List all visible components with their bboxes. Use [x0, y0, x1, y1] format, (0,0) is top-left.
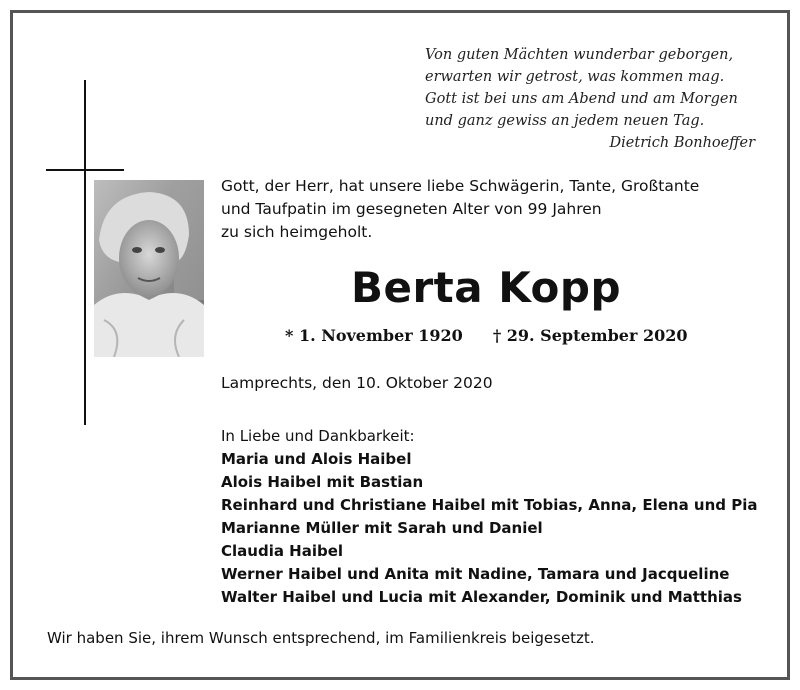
mourner-entry: Claudia Haibel: [221, 542, 344, 560]
mourner-entry: Walter Haibel und Lucia mit Alexander, Dominik und Matthias: [221, 588, 742, 606]
deceased-name: Berta Kopp: [350, 263, 622, 312]
announcement-line: und Taufpatin im gesegneten Alter von 99 Jahren: [221, 200, 602, 218]
mourner-entry: Werner Haibel und Anita mit Nadine, Tamara und Jacqueline: [221, 565, 730, 583]
quote-author: Dietrich Bonhoeffer: [609, 135, 755, 151]
quote-line: erwarten wir getrost, was kommen mag.: [425, 69, 725, 85]
birth-date: * 1. November 1920: [285, 326, 463, 345]
mourner-entry: Marianne Müller mit Sarah und Daniel: [221, 519, 543, 537]
cross-vertical-bar: [84, 80, 86, 425]
announcement-line: zu sich heimgeholt.: [221, 223, 373, 241]
quote-line: Von guten Mächten wunderbar geborgen,: [425, 47, 734, 63]
mourner-entry: Reinhard und Christiane Haibel mit Tobias, Anna, Elena und Pia: [221, 496, 758, 514]
burial-note: Wir haben Sie, ihrem Wunsch entsprechend, im Familienkreis beigesetzt.: [47, 629, 595, 647]
life-dates: [285, 324, 687, 348]
mourners-list: [221, 425, 758, 609]
mourner-entry: Alois Haibel mit Bastian: [221, 473, 424, 491]
portrait-photo: [94, 180, 204, 357]
announcement-text: [221, 175, 781, 244]
announcement-line: Gott, der Herr, hat unsere liebe Schwägerin, Tante, Großtante: [221, 177, 700, 195]
quote-line: Gott ist bei uns am Abend und am Morgen: [425, 91, 738, 107]
quote-line: und ganz gewiss an jedem neuen Tag.: [425, 113, 705, 129]
place-and-date: Lamprechts, den 10. Oktober 2020: [221, 374, 493, 392]
portrait-image: [94, 180, 204, 357]
mourners-heading: In Liebe und Dankbarkeit:: [221, 427, 415, 445]
cross-horizontal-bar: [46, 169, 124, 171]
mourner-entry: Maria und Alois Haibel: [221, 450, 412, 468]
death-date: † 29. September 2020: [492, 326, 688, 345]
bonhoeffer-quote: [425, 44, 755, 154]
